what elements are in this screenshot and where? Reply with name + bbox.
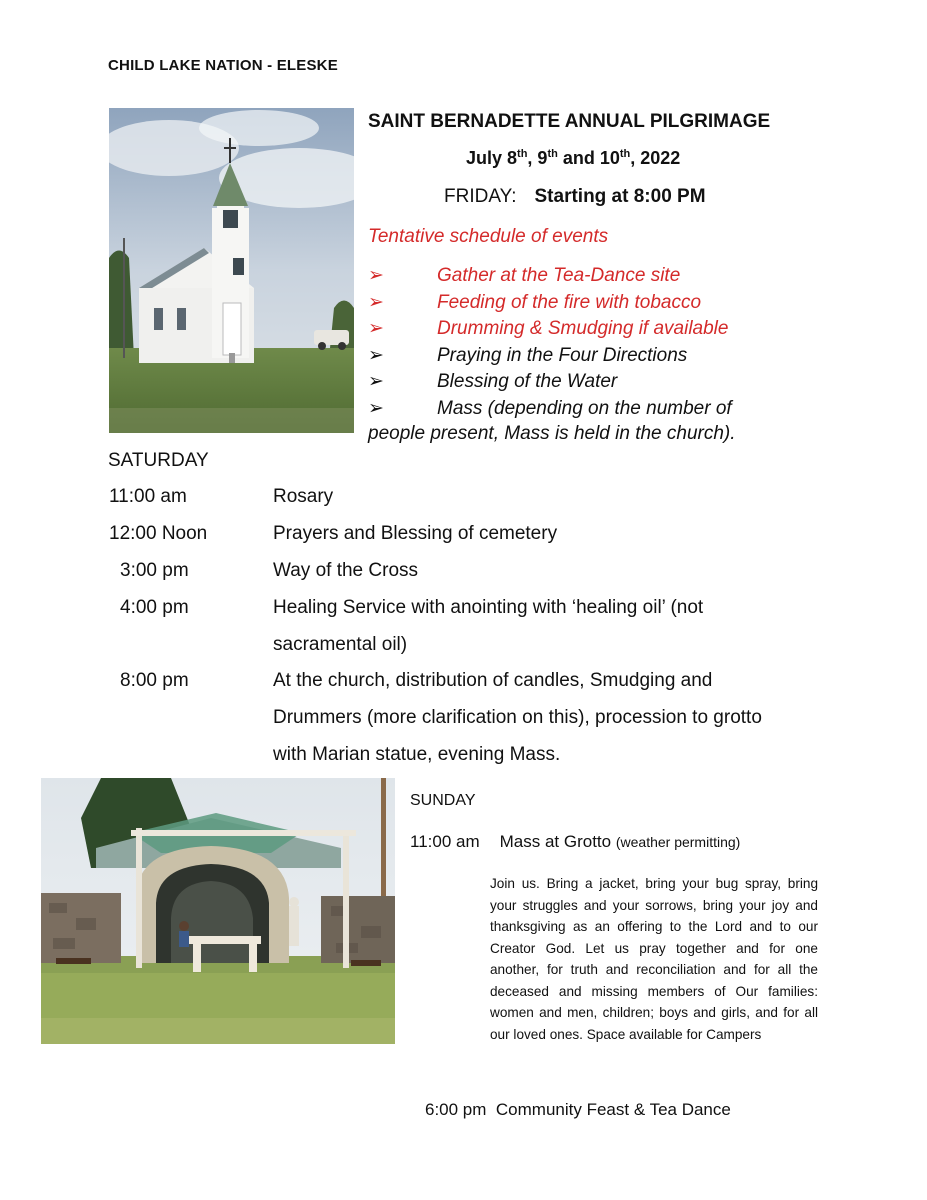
- friday-start-time: Starting at 8:00 PM: [534, 186, 706, 207]
- arrow-bullet-icon: ➢: [368, 397, 384, 419]
- event-time: 11:00 am: [109, 486, 187, 507]
- invitation-paragraph: Join us. Bring a jacket, bring your bug spray, bring your struggles and your sorrows, bring your joy and thanksgiving as an offering to the Lord and to our Creator God. Let us pray together and for one another, for truth and reconciliation and for all the deceased and missing members of Our families: women and men, children; boys and girls, and for all our loved ones. Space available for Campers: [490, 876, 818, 1042]
- event-time: 11:00 am: [410, 832, 480, 851]
- list-item: ➢ Drumming & Smudging if available: [368, 316, 798, 343]
- event-time: 6:00 pm: [425, 1100, 487, 1119]
- tentative-schedule-heading: Tentative schedule of events: [368, 226, 609, 247]
- sunday-feast-row: [425, 1100, 731, 1120]
- grotto-illustration: [41, 778, 395, 1044]
- list-item: ➢ Blessing of the Water: [368, 369, 798, 396]
- organization-header: CHILD LAKE NATION - ELESKE: [108, 57, 338, 74]
- sunday-heading: SUNDAY: [410, 792, 476, 809]
- arrow-bullet-icon: ➢: [368, 344, 384, 366]
- event-description: Healing Service with anointing with ‘healing oil’ (not sacramental oil): [273, 597, 704, 655]
- event-description: At the church, distribution of candles, Smudging and Drummers (more clarification on this), procession to grotto with Marian statue, evening Mass.: [273, 670, 762, 765]
- church-illustration: [109, 108, 354, 433]
- friday-heading: [444, 186, 706, 208]
- event-title: SAINT BERNADETTE ANNUAL PILGRIMAGE: [368, 111, 771, 132]
- event-description: Prayers and Blessing of cemetery: [273, 523, 558, 544]
- friday-label: FRIDAY:: [444, 186, 517, 207]
- event-description: Community Feast & Tea Dance: [495, 1100, 731, 1119]
- event-description: Way of the Cross: [273, 560, 419, 581]
- event-time: 12:00 Noon: [109, 523, 208, 544]
- friday-list-continuation: people present, Mass is held in the church).: [368, 423, 736, 444]
- friday-events-list: [368, 263, 798, 422]
- list-item: ➢ Feeding of the fire with tobacco: [368, 290, 798, 317]
- grotto-photo: [41, 778, 395, 1044]
- list-item: ➢ Praying in the Four Directions: [368, 343, 798, 370]
- event-description: Mass at Grotto: [499, 832, 612, 851]
- event-time: 3:00 pm: [120, 560, 189, 581]
- event-time: 8:00 pm: [120, 670, 189, 691]
- event-note: (weather permitting): [615, 834, 741, 850]
- church-photo: [109, 108, 354, 433]
- event-description: Rosary: [273, 486, 334, 507]
- arrow-bullet-icon: ➢: [368, 318, 384, 339]
- arrow-bullet-icon: ➢: [368, 265, 384, 286]
- event-time: 4:00 pm: [120, 597, 189, 618]
- event-dates: July 8th, 9th and 10th, 2022: [466, 148, 681, 168]
- arrow-bullet-icon: ➢: [368, 291, 384, 313]
- sunday-mass-row: [410, 832, 740, 852]
- saturday-heading: SATURDAY: [108, 450, 209, 471]
- list-item: ➢ Mass (depending on the number of: [368, 396, 798, 423]
- list-item: ➢ Gather at the Tea-Dance site: [368, 263, 798, 290]
- arrow-bullet-icon: ➢: [368, 371, 384, 392]
